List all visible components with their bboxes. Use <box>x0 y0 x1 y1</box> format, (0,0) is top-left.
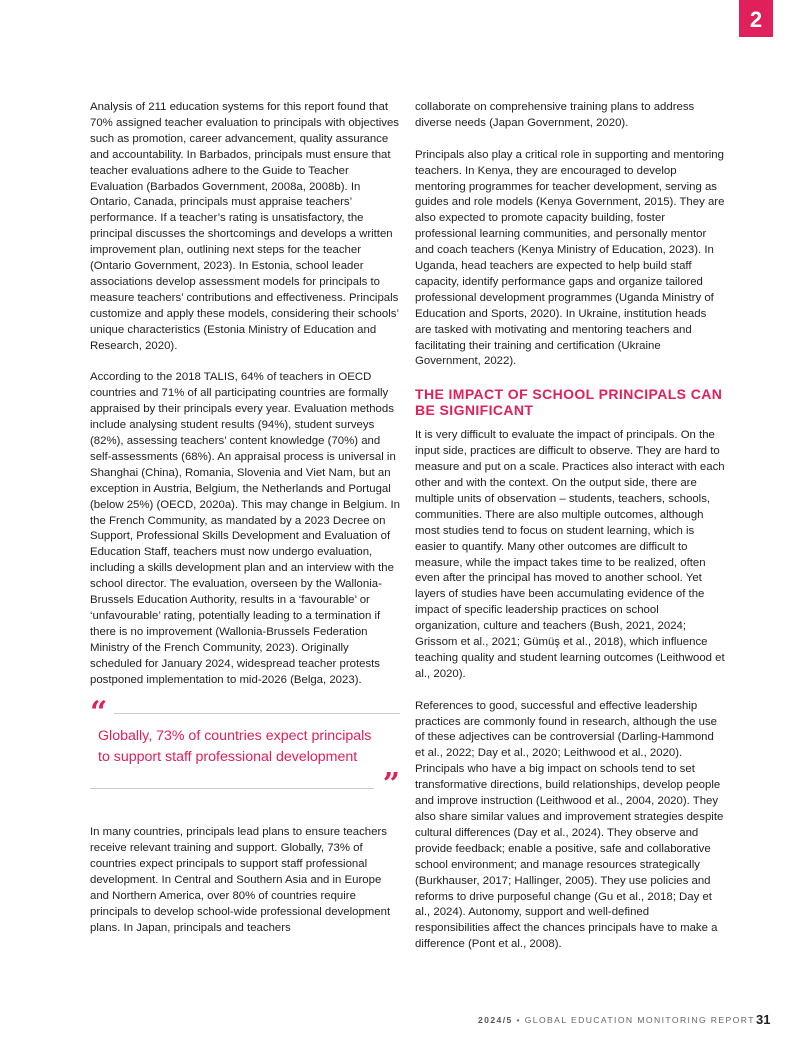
report-year: 2024/5 <box>478 1015 513 1025</box>
paragraph: Analysis of 211 education systems for this report found that 70% assigned teacher evaluation to principals with objectives such as promotion, career advancement, quality assurance and accountability. In Barbados, principals must ensure that teacher evaluations adhere to the Guide to Teacher Evaluation (Barbados Government, 2008a, 2008b). In Ontario, Canada, principals must appraise teachers’ performance. If a teacher’s rating is unsatisfactory, the principal discusses the shortcomings and develops a written improvement plan, outlining next steps for the teacher (Ontario Government, 2023). In Estonia, school leader associations develop assessment models for principals to measure teachers’ contributions and effectiveness. Principals customize and apply these models, considering their schools’ unique characteristics (Estonia Ministry of Education and Research, 2020). <box>90 101 399 352</box>
report-title: GLOBAL EDUCATION MONITORING REPORT <box>524 1015 755 1025</box>
paragraph: In many countries, principals lead plans to ensure teachers receive relevant training and support. Globally, 73% of countries expect principals to support staff professional development. In Central and Southern Asia and in Europe and Northern America, over 80% of countries require principals to develop school-wide professional development plans. In Japan, principals and teachers <box>90 826 391 934</box>
quote-rule-top <box>114 713 400 714</box>
close-quote-icon: ” <box>382 767 400 803</box>
running-footer <box>478 1015 755 1025</box>
paragraph: Principals also play a critical role in supporting and mentoring teachers. In Kenya, they are encouraged to develop mentoring programmes for teacher development, serving as guides and role models (Kenya Government, 2015). They are also expected to promote capacity building, foster professional learning communities, and personally mentor and coach teachers (Kenya Ministry of Education, 2023). In Uganda, head teachers are expected to help build staff capacity, identify performance gaps and organize tailored professional development programmes (Uganda Ministry of Education and Sports, 2020). In Ukraine, institution heads are tasked with motivating and mentoring teachers and facilitating their training and certification (Ukraine Government, 2022). <box>415 148 725 368</box>
footer-bullet: • <box>516 1015 521 1025</box>
quote-rule-bottom <box>90 788 374 789</box>
page-number: 31 <box>756 1012 771 1027</box>
open-quote-icon: “ <box>90 695 108 731</box>
paragraph: According to the 2018 TALIS, 64% of teachers in OECD countries and 71% of all participating countries are formally appraised by their principals every year. Evaluation methods include analysing student results (94%), student surveys (82%), assessing teachers’ content knowledge (70%) and self-assessments (68%). An appraisal process is universal in Shanghai (China), Romania, Slovenia and Viet Nam, but an exception in Austria, Belgium, the Netherlands and Portugal (below 25%) (OECD, 2020a). This may change in Belgium. In the French Community, as mandated by a 2023 Decree on Support, Professional Skills Development and Evaluation of Education Staff, teachers must now undergo evaluation, including a skills development plan and an interview with the school director. The evaluation, overseen by the Wallonia-Brussels Education Authority, results in a ‘favourable’ or ‘unfavourable’ rating, potentially leading to a termination if there is no improvement (Wallonia-Brussels Federation Ministry of the French Community, 2023). Originally scheduled for January 2024, widespread teacher protests postponed implementation to mid-2026 (Belga, 2023). <box>90 371 401 686</box>
paragraph: References to good, successful and effective leadership practices are commonly found in research, although the use of these adjectives can be controversial (Darling-Hammond et al., 2022; Day et al., 2020; Leithwood et al., 2020). Principals who have a big impact on schools tend to set transformative directions, build relationships, develop people and improve instruction (Leithwood et al., 2004, 2020). They also share similar values and improvement strategies despite cultural differences (Day et al., 2024). They observe and provide feedback; enable a positive, safe and collaborative school environment; and manage resources strategically (Burkhauser, 2017; Hallinger, 2005). They use policies and reforms to drive purposeful change (Gu et al., 2018; Day et al., 2024). Autonomy, support and well-defined responsibilities affect the chances principals have to make a difference (Pont et al., 2008). <box>415 699 724 951</box>
left-column <box>90 100 400 953</box>
paragraph: It is very difficult to evaluate the impact of principals. On the input side, practices are difficult to observe. They are hard to measure and put on a scale. Practices also interact with each other and with the context. On the output side, there are multiple units of observation – students, teachers, schools, communities. There are also multiple outcomes, although most studies tend to focus on student learning, which is easier to quantify. Many other outcomes are difficult to measure, while the impact takes time to be realized, often even after the principal has moved to another school. Yet layers of studies have been accumulating evidence of the impact of specific leadership practices on school organization, culture and teachers (Bush, 2021, 2024; Grissom et al., 2021; Gümüş et al., 2018), which influence teaching quality and student learning outcomes (Leithwood et al., 2020). <box>415 429 725 680</box>
pull-quote-text: Globally, 73% of countries expect principals to support staff professional development <box>98 728 372 766</box>
paragraph: collaborate on comprehensive training plans to address diverse needs (Japan Government, 2020). <box>415 101 695 129</box>
chapter-tab: 2 <box>739 0 773 37</box>
section-heading: THE IMPACT OF SCHOOL PRINCIPALS CAN BE SIGNIFICANT <box>415 386 723 419</box>
right-column <box>415 100 725 969</box>
pull-quote <box>90 695 400 803</box>
